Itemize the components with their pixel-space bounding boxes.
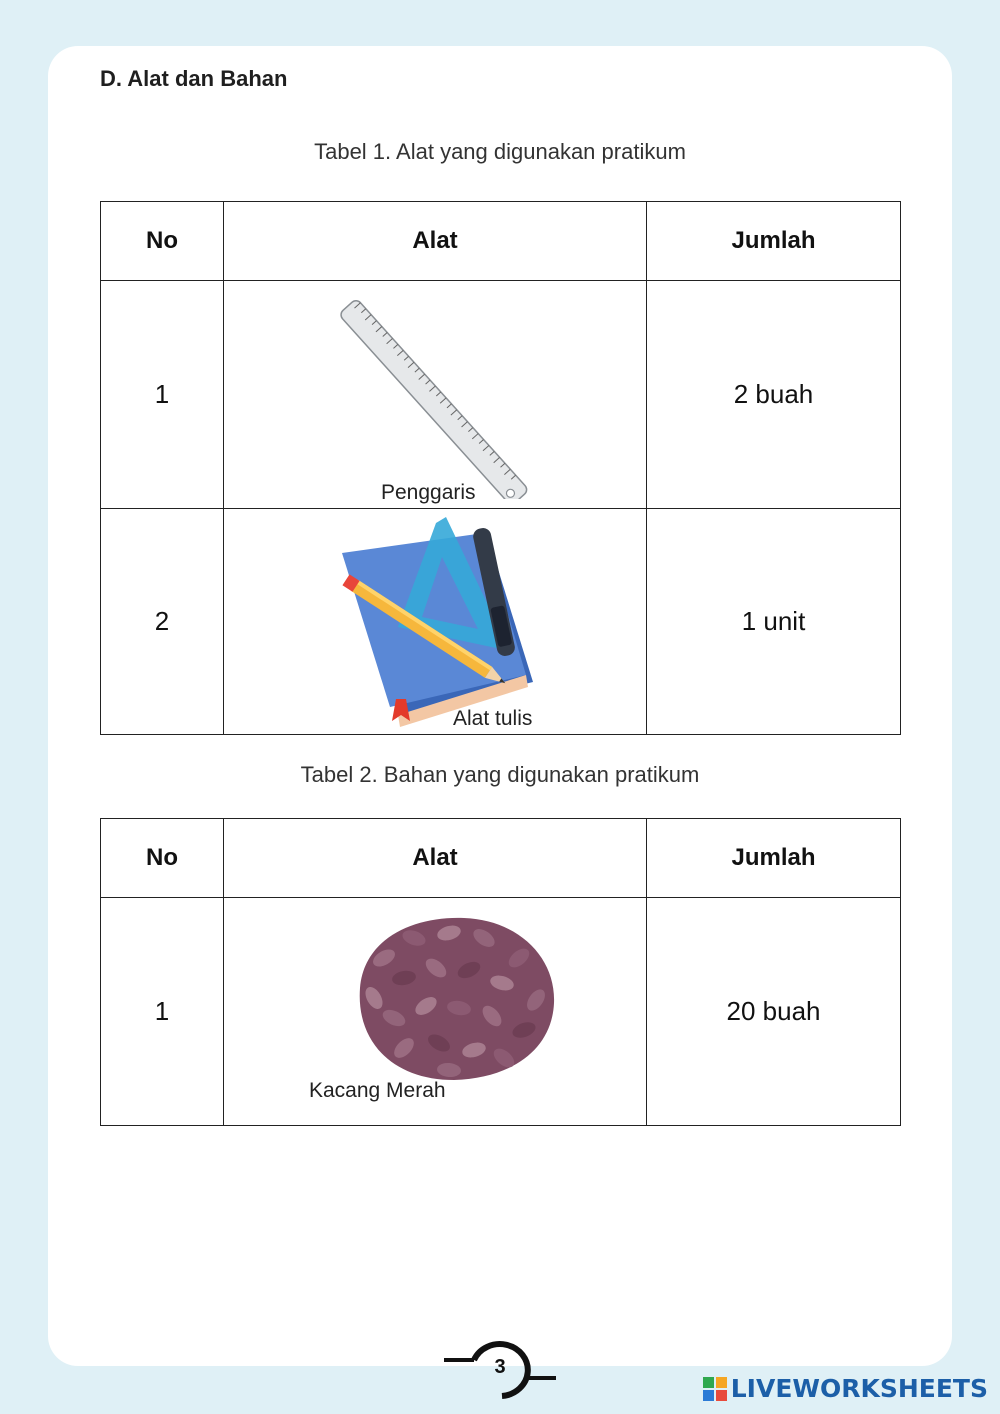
header-no: No [101, 202, 224, 281]
row-quantity: 1 unit [647, 509, 901, 735]
tool-image-cell [224, 281, 647, 509]
material-label: Kacang Merah [309, 1079, 446, 1102]
table-row [101, 281, 901, 509]
liveworksheets-logo-icon [703, 1377, 727, 1401]
tool-label: Penggaris [381, 481, 476, 504]
tools-table [100, 201, 901, 735]
table2-caption: Tabel 2. Bahan yang digunakan pratikum [300, 762, 700, 787]
ruler-icon [332, 287, 532, 499]
table-row [101, 898, 901, 1126]
row-quantity: 2 buah [647, 281, 901, 509]
table-header-row [101, 819, 901, 898]
row-number: 1 [101, 898, 224, 1126]
table1-caption: Tabel 1. Alat yang digunakan pratikum [314, 139, 686, 164]
brand-footer [703, 1374, 988, 1403]
materials-table [100, 818, 901, 1126]
page-number: 3 [494, 1356, 506, 1378]
brand-name: LIVEWORKSHEETS [730, 1374, 988, 1403]
header-jumlah: Jumlah [647, 202, 901, 281]
material-image-cell [224, 898, 647, 1126]
table-header-row [101, 202, 901, 281]
header-jumlah: Jumlah [647, 819, 901, 898]
table-row [101, 509, 901, 735]
tool-image-cell [224, 509, 647, 735]
header-alat: Alat [224, 202, 647, 281]
row-number: 2 [101, 509, 224, 735]
red-beans-icon [344, 908, 564, 1083]
row-quantity: 20 buah [647, 898, 901, 1126]
header-no: No [101, 819, 224, 898]
stationery-icon [338, 517, 538, 727]
section-title: D. Alat dan Bahan [100, 66, 288, 91]
tool-label: Alat tulis [453, 707, 533, 730]
header-alat: Alat [224, 819, 647, 898]
page-number-badge [444, 1338, 556, 1402]
row-number: 1 [101, 281, 224, 509]
